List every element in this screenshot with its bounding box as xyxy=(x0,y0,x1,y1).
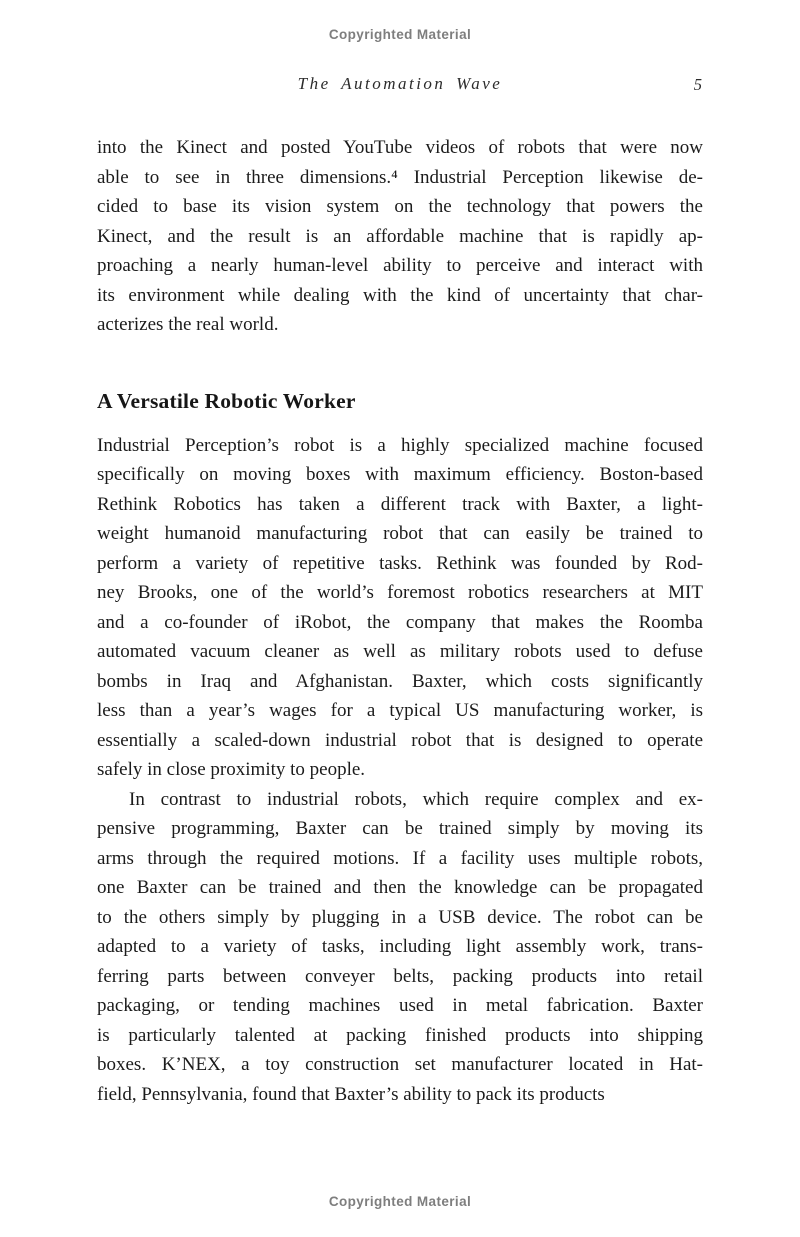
text-line: cided to base its vision system on the technology that powers the xyxy=(97,196,703,217)
running-head: The Automation Wave xyxy=(297,74,503,93)
text-line: arms through the required motions. If a facility uses multiple robots, xyxy=(97,847,703,869)
text-line: adapted to a variety of tasks, including light assembly work, trans- xyxy=(97,936,703,957)
text-line: Rethink Robotics has taken a different track with Baxter, a light- xyxy=(97,493,703,515)
body-text xyxy=(97,133,703,1109)
text-line: acterizes the real world. xyxy=(97,314,279,335)
body-paragraph xyxy=(97,785,703,1110)
copyright-notice-top: Copyrighted Material xyxy=(328,27,472,42)
text-line: automated vacuum cleaner as well as military robots used to defuse xyxy=(97,641,703,662)
text-line: is particularly talented at packing finished products into shipping xyxy=(97,1024,703,1046)
text-line: into the Kinect and posted YouTube videos of robots that were now xyxy=(97,137,703,158)
text-line: safely in close proximity to people. xyxy=(97,759,366,780)
page-header xyxy=(97,74,703,100)
text-line: boxes. K’NEX, a toy construction set manufacturer located in Hat- xyxy=(97,1054,703,1075)
text-line: and a co-founder of iRobot, the company that makes the Roomba xyxy=(97,611,703,633)
text-line: packaging, or tending machines used in metal fabrication. Baxter xyxy=(97,995,703,1016)
text-line: ney Brooks, one of the world’s foremost robotics researchers at MIT xyxy=(97,582,703,603)
text-line: field, Pennsylvania, found that Baxter’s ability to pack its products xyxy=(97,1083,605,1105)
section-heading: A Versatile Robotic Worker xyxy=(97,388,356,413)
copyright-notice-bottom: Copyrighted Material xyxy=(328,1194,472,1209)
text-line: bombs in Iraq and Afghanistan. Baxter, which costs significantly xyxy=(97,670,703,692)
body-paragraph xyxy=(97,133,703,340)
text-line: In contrast to industrial robots, which require complex and ex- xyxy=(129,788,703,810)
page-number: 5 xyxy=(693,75,702,94)
text-line: proaching a nearly human-level ability to perceive and interact with xyxy=(97,255,703,276)
text-line: Kinect, and the result is an affordable machine that is rapidly ap- xyxy=(97,225,703,247)
text-line: its environment while dealing with the kind of uncertainty that char- xyxy=(97,284,703,306)
text-line: ferring parts between conveyer belts, packing products into retail xyxy=(97,965,703,987)
text-line: to the others simply by plugging in a USB device. The robot can be xyxy=(97,906,703,928)
text-line: one Baxter can be trained and then the knowledge can be propagated xyxy=(97,877,703,898)
text-line: specifically on moving boxes with maximum efficiency. Boston-based xyxy=(97,464,703,485)
text-line: perform a variety of repetitive tasks. Rethink was founded by Rod- xyxy=(97,552,703,574)
text-line: pensive programming, Baxter can be trained simply by moving its xyxy=(97,818,703,839)
text-line: weight humanoid manufacturing robot that can easily be trained to xyxy=(97,523,703,544)
text-line: able to see in three dimensions.⁴ Industrial Perception likewise de- xyxy=(97,166,703,188)
text-line: Industrial Perception’s robot is a highly specialized machine focused xyxy=(97,434,703,456)
text-line: less than a year’s wages for a typical US manufacturing worker, is xyxy=(97,700,703,721)
body-paragraph xyxy=(97,431,703,785)
text-line: essentially a scaled-down industrial robot that is designed to operate xyxy=(97,729,703,751)
